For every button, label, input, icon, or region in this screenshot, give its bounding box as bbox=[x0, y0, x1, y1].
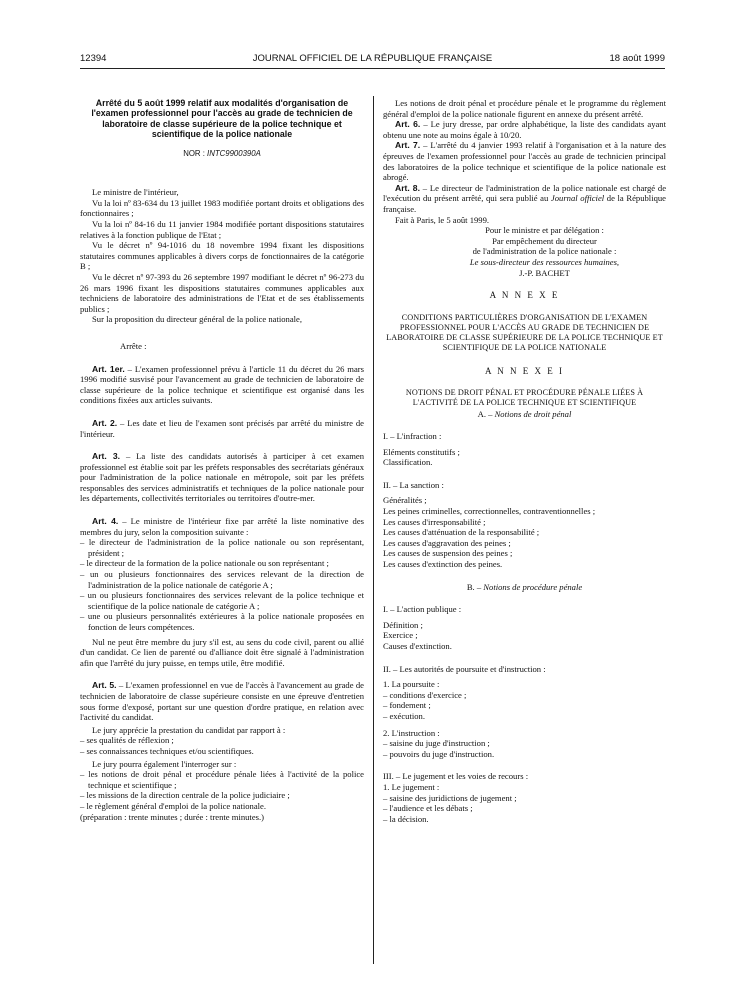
list-item: Les causes d'extinction des peines. bbox=[383, 559, 503, 570]
article-5: Art. 5. – L'examen professionnel en vue de l'accès à l'avancement au grade de technicien de laboratoire de classe supérieure consiste en une épreuve d'entretien sous forme d'exposé, portant sur une question d'ordre pratique, en relation avec l'activité du candidat. bbox=[80, 680, 364, 723]
jury-member-item: – le directeur de la formation de la police nationale ou son représentant ; bbox=[80, 558, 329, 569]
place-date: Fait à Paris, le 5 août 1999. bbox=[395, 214, 490, 225]
list-item: – conditions d'exercice ; bbox=[383, 689, 467, 700]
article-7: Art. 7. – L'arrêté du 4 janvier 1993 relatif à l'organisation et à la nature des épreuves de l'examen professionnel pour l'accès au grade de technicien principal des laboratoires de la police technique et scientifique de la police nationale est abrogé. bbox=[383, 140, 666, 183]
column-divider bbox=[373, 96, 374, 964]
article-6: Art. 6. – Le jury dresse, par ordre alphabétique, la liste des candidats ayant obtenu une note au moins égale à 10/20. bbox=[383, 119, 666, 140]
signature-line: Pour le ministre et par délégation : bbox=[485, 225, 604, 236]
subsection-heading: 1. La poursuite : bbox=[383, 679, 440, 690]
list-item: Classification. bbox=[383, 457, 433, 468]
section-a-title: A. – Notions de droit pénal bbox=[477, 408, 572, 419]
issue-date: 18 août 1999 bbox=[609, 53, 665, 64]
article-3: Art. 3. – La liste des candidats autorisés à participer à cet examen professionnel est établie soit par les préfets responsables des secrétariats généraux pour l'administration de la police nationale en métropole, soit par les préfets responsables des services administratifs et techniques de la police nationale pour les départements, collectivités territoriales ou territoires d'outre-mer. bbox=[80, 451, 365, 504]
annexe-heading: A N N E X E bbox=[489, 290, 560, 301]
list-item: Causes d'extinction. bbox=[383, 641, 452, 651]
article-4: Art. 4. – Le ministre de l'intérieur fixe par arrêté la liste nominative des membres du jury, selon la composition suivante : bbox=[80, 516, 364, 537]
section-heading: II. – Les autorités de poursuite et d'instruction : bbox=[383, 663, 546, 674]
signatory-title: Le sous-directeur des ressources humaines, bbox=[469, 256, 620, 267]
intro-visa: Vu le décret nº 97-393 du 26 septembre 1997 modifiant le décret nº 96-273 du 26 mars 1996 fixant les dispositions statutaires communes applicables aux techniciens de laboratoire des administrations de l'Etat et de ses établissements publics ; bbox=[80, 271, 364, 314]
question-item: – le règlement général d'emploi de la police nationale. bbox=[80, 800, 266, 811]
article-4-note: Nul ne peut être membre du jury s'il est, au sens du code civil, parent ou allié d'un candidat. Ce lien de parenté ou d'alliance doit être signalé à l'administration afin que l'arrêté du jury puisse, en temps utile, être modifié. bbox=[80, 636, 364, 668]
exam-duration: (préparation : trente minutes ; durée : trente minutes.) bbox=[80, 811, 264, 822]
decree-title: Arrêté du 5 août 1999 relatif aux modalités d'organisation de l'examen professionnel pour l'accès au grade de technicien de laboratoire de classe supérieure de la police technique et scientifique de la police nationale bbox=[91, 98, 353, 140]
jury-member-item: – le directeur de l'administration de la police nationale ou son représentant, président ; bbox=[80, 537, 364, 558]
list-item: Définition ; bbox=[383, 619, 423, 630]
list-item: – exécution. bbox=[383, 710, 425, 721]
list-item: Les causes d'atténuation de la responsabilité ; bbox=[383, 527, 540, 538]
signatory-name: J.-P. BACHET bbox=[519, 267, 570, 278]
jury-member-item: – un ou plusieurs fonctionnaires des services relevant de la police technique et scientifique de la police nationale de catégorie A ; bbox=[80, 590, 364, 611]
header-rule bbox=[80, 68, 665, 69]
journal-title: JOURNAL OFFICIEL DE LA RÉPUBLIQUE FRANÇAISE bbox=[252, 53, 493, 64]
nor-reference: NOR : INTC9900390A bbox=[183, 148, 261, 158]
list-item: Généralités ; bbox=[383, 495, 427, 506]
page-header bbox=[80, 53, 665, 67]
list-item: Les causes d'aggravation des peines ; bbox=[383, 537, 511, 548]
article-2: Art. 2. – Les date et lieu de l'examen sont précisés par arrêté du ministre de l'intérieur. bbox=[80, 417, 364, 439]
signature-line: de l'administration de la police nationale : bbox=[472, 246, 617, 257]
jury-member-item: – un ou plusieurs fonctionnaires des services relevant de la direction de l'administration de la police nationale de catégorie A ; bbox=[80, 569, 364, 590]
jury-may-question: Le jury pourra également l'interroger sur : bbox=[92, 758, 237, 769]
list-item: Les causes d'irresponsabilité ; bbox=[383, 516, 486, 527]
jury-appreciates: Le jury apprécie la prestation du candidat par rapport à : bbox=[92, 724, 286, 735]
question-item: – les missions de la direction centrale de la police judiciaire ; bbox=[80, 790, 290, 801]
list-item: – pouvoirs du juge d'instruction. bbox=[383, 748, 495, 759]
jury-member-item: – une ou plusieurs personnalités extérieures à la police nationale proposées en fonction de leurs compétences. bbox=[80, 611, 364, 632]
intro-minister: Le ministre de l'intérieur, bbox=[92, 187, 179, 198]
intro-visa: Vu le décret nº 94-1016 du 18 novembre 1994 fixant les dispositions statutaires communes applicables à divers corps de fonctionnaires de la catégorie B ; bbox=[80, 240, 364, 272]
section-heading: III. – Le jugement et les voies de recours : bbox=[383, 771, 529, 782]
signature-line: Par empêchement du directeur bbox=[492, 235, 597, 246]
appreciation-item: – ses qualités de réflexion ; bbox=[80, 735, 174, 746]
annexe-1-heading: A N N E X E I bbox=[485, 365, 564, 376]
arrete-heading: Arrête : bbox=[120, 340, 147, 351]
appreciation-item: – ses connaissances techniques et/ou scientifiques. bbox=[80, 745, 254, 756]
list-item: Les causes de suspension des peines ; bbox=[383, 548, 513, 559]
list-item: – la décision. bbox=[383, 813, 429, 824]
list-item: Eléments constitutifs ; bbox=[383, 446, 460, 457]
section-b-title: B. – Notions de procédure pénale bbox=[466, 581, 583, 592]
intro-proposal: Sur la proposition du directeur général de la police nationale, bbox=[92, 314, 302, 325]
annexe-subtitle: CONDITIONS PARTICULIÈRES D'ORGANISATION DE L'EXAMEN PROFESSIONNEL POUR L'ACCÈS AU GRADE DE TECHNICIEN DE LABORATOIRE DE CLASSE SUPÉRIEURE DE LA POLICE TECHNIQUE ET SCIENTIFIQUE DE LA POLICE NATIONALE bbox=[386, 312, 663, 353]
right-column bbox=[383, 98, 666, 824]
list-item: – saisine des juridictions de jugement ; bbox=[383, 792, 517, 803]
annexe-1-subtitle: NOTIONS DE DROIT PÉNAL ET PROCÉDURE PÉNALE LIÉES À L'ACTIVITÉ DE LA POLICE TECHNIQUE ET SCIENTIFIQUE bbox=[405, 388, 644, 408]
article-1: Art. 1er. – L'examen professionnel prévu à l'article 11 du décret du 26 mars 1996 modifié susvisé pour l'avancement au grade de technicien de laboratoire de classe supérieure de la police technique et scientifique est organisé dans les conditions fixées aux articles suivants. bbox=[80, 363, 364, 406]
list-item: – fondement ; bbox=[383, 700, 431, 711]
page-number: 12394 bbox=[80, 53, 107, 64]
section-heading: II. – La sanction : bbox=[383, 479, 444, 490]
section-heading: I. – L'action publique : bbox=[383, 604, 462, 615]
article-8: Art. 8. – Le directeur de l'administration de la police nationale est chargé de l'exécution du présent arrêté, qui sera publié au Journal officiel de la République française. bbox=[383, 182, 667, 214]
list-item: – saisine du juge d'instruction ; bbox=[383, 738, 490, 749]
left-column bbox=[80, 98, 364, 822]
list-item: – l'audience et les débats ; bbox=[383, 803, 473, 814]
list-item: Les peines criminelles, correctionnelles, contraventionnelles ; bbox=[383, 506, 596, 517]
intro-visa: Vu la loi nº 83-634 du 13 juillet 1983 modifiée portant droits et obligations des fonctionnaires ; bbox=[80, 197, 364, 219]
subsection-heading: 2. L'instruction : bbox=[383, 727, 440, 738]
question-item: – les notions de droit pénal et procédure pénale liées à l'activité de la police technique et scientifique ; bbox=[80, 769, 364, 790]
nor-code: INTC9900390A bbox=[207, 148, 261, 158]
intro-visa: Vu la loi nº 84-16 du 11 janvier 1984 modifiée portant dispositions statutaires relatives à la fonction publique de l'Etat ; bbox=[80, 219, 364, 240]
article-5-continued: Les notions de droit pénal et procédure pénale et le programme du règlement général d'emploi de la police nationale figurent en annexe du présent arrêté. bbox=[383, 98, 666, 119]
subsection-heading: 1. Le jugement : bbox=[383, 781, 440, 792]
list-item: Exercice ; bbox=[383, 630, 418, 641]
section-heading: I. – L'infraction : bbox=[383, 431, 442, 442]
